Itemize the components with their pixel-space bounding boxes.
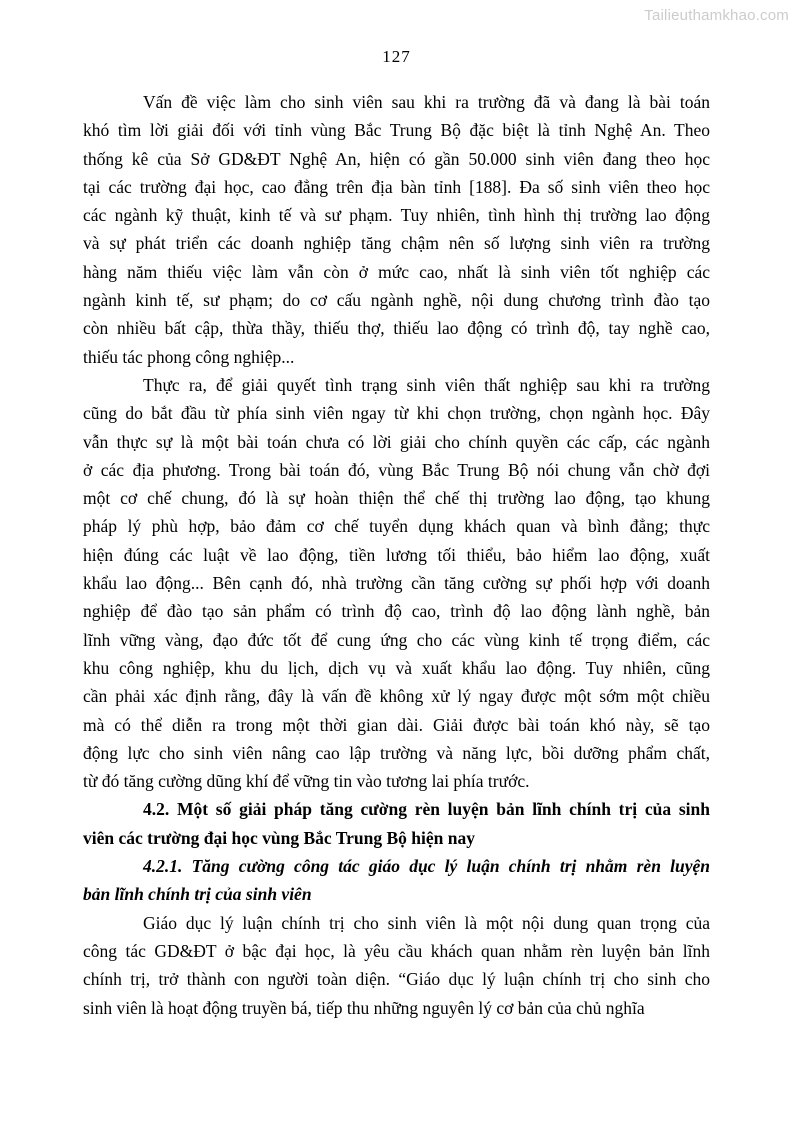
paragraph-1 bbox=[83, 88, 710, 371]
paragraph-2 bbox=[83, 371, 710, 795]
text-line: còn nhiều bất cập, thừa thầy, thiếu thợ, thiếu lao động có trình độ, tay nghề cao, bbox=[83, 318, 710, 339]
text-line: mà có thể diễn ra trong một thời gian dài. Giải được bài toán khó này, sẽ tạo bbox=[83, 714, 710, 735]
text-line: lĩnh vững vàng, đạo đức tốt để cung ứng cho các vùng kinh tế trọng điểm, các bbox=[83, 629, 710, 650]
watermark-text: Tailieuthamkhao.com bbox=[644, 7, 789, 24]
text-line: 4.2. Một số giải pháp tăng cường rèn luyện bản lĩnh chính trị của sinh bbox=[143, 799, 710, 820]
text-line: từ đó tăng cường dũng khí để vững tin vào tương lai phía trước. bbox=[83, 771, 530, 792]
text-line: khó tìm lời giải đối với tỉnh vùng Bắc Trung Bộ đặc biệt là tỉnh Nghệ An. Theo bbox=[83, 120, 710, 141]
text-line: viên các trường đại học vùng Bắc Trung Bộ hiện nay bbox=[83, 827, 475, 848]
text-line: thiếu tác phong công nghiệp... bbox=[83, 346, 295, 367]
text-line: công tác GD&ĐT ở bậc đại học, là yêu cầu khách quan nhằm rèn luyện bản lĩnh bbox=[83, 940, 710, 961]
text-line: tại các trường đại học, cao đẳng trên địa bàn tỉnh [188]. Đa số sinh viên theo học bbox=[83, 176, 710, 197]
text-line: pháp lý phù hợp, bảo đảm cơ chế tuyển dụng khách quan và bình đẳng; thực bbox=[83, 516, 710, 537]
text-line: hàng năm thiếu việc làm vẫn còn ở mức cao, nhất là sinh viên tốt nghiệp các bbox=[83, 261, 710, 282]
text-line: hiện đúng các luật về lao động, tiền lương tối thiểu, bảo hiểm lao động, xuất bbox=[83, 544, 710, 565]
heading-4-2-1 bbox=[83, 852, 710, 909]
text-line: cần phải xác định rằng, đây là vấn đề không xử lý ngay được một sớm một chiều bbox=[83, 686, 710, 707]
text-line: ở các địa phương. Trong bài toán đó, vùng Bắc Trung Bộ nói chung vẫn chờ đợi bbox=[83, 459, 710, 480]
text-line: nghiệp để đào tạo sản phẩm có trình độ cao, trình độ lao động lành nghề, bản bbox=[83, 601, 710, 622]
text-line: chính trị, trở thành con người toàn diện. “Giáo dục lý luận chính trị cho sinh cho bbox=[83, 969, 710, 990]
text-line: vẫn thực sự là một bài toán chưa có lời giải cho chính quyền các cấp, các ngành bbox=[83, 431, 710, 452]
text-line: khẩu lao động... Bên cạnh đó, nhà trường cần tăng cường sự phối hợp với doanh bbox=[83, 573, 710, 594]
text-line: ngành kinh tế, sư phạm; do cơ cấu ngành nghề, nội dung chương trình đào tạo bbox=[83, 290, 710, 311]
text-line: 4.2.1. Tăng cường công tác giáo dục lý luận chính trị nhằm rèn luyện bbox=[143, 856, 710, 877]
text-line: sinh viên là hoạt động truyền bá, tiếp thu những nguyên lý cơ bản của chủ nghĩa bbox=[83, 997, 645, 1018]
text-line: Giáo dục lý luận chính trị cho sinh viên là một nội dung quan trọng của bbox=[143, 912, 710, 933]
text-body bbox=[83, 88, 710, 1022]
text-line: Thực ra, để giải quyết tình trạng sinh viên thất nghiệp sau khi ra trường bbox=[143, 374, 710, 395]
text-line: cũng do bắt đầu từ phía sinh viên ngay từ khi chọn trường, chọn ngành học. Đây bbox=[83, 403, 710, 424]
text-line: động lực cho sinh viên nâng cao lập trường và năng lực, bồi dưỡng phẩm chất, bbox=[83, 742, 710, 763]
text-line: một cơ chế chung, đó là sự hoàn thiện thể chế thị trường lao động, tạo khung bbox=[83, 488, 710, 509]
text-line: Vấn đề việc làm cho sinh viên sau khi ra trường đã và đang là bài toán bbox=[143, 92, 710, 112]
heading-4-2 bbox=[83, 795, 710, 852]
paragraph-3 bbox=[83, 909, 710, 1022]
text-line: thống kê của Sở GD&ĐT Nghệ An, hiện có gần 50.000 sinh viên đang theo học bbox=[83, 148, 710, 169]
text-line: các ngành kỹ thuật, kinh tế và sư phạm. Tuy nhiên, tình hình thị trường lao động bbox=[83, 205, 710, 226]
text-line: và sự phát triển các doanh nghiệp tăng chậm nên số lượng sinh viên ra trường bbox=[83, 233, 710, 254]
text-line: khu công nghiệp, khu du lịch, dịch vụ và xuất khẩu lao động. Tuy nhiên, cũng bbox=[83, 657, 710, 678]
page-number: 127 bbox=[382, 47, 411, 66]
text-line: bản lĩnh chính trị của sinh viên bbox=[83, 884, 312, 905]
